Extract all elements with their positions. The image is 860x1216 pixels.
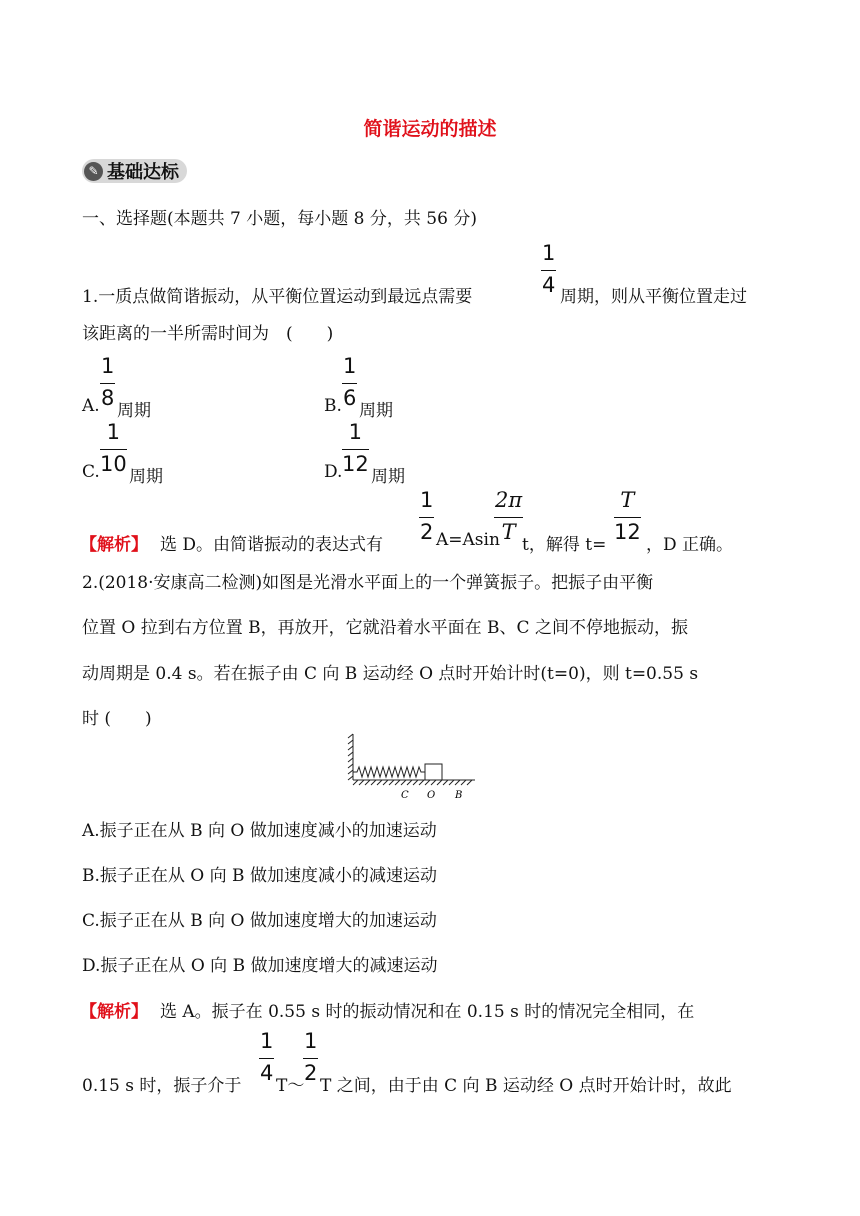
q1-analysis-text2: A=Asin	[436, 530, 500, 550]
q1-line1-pre: 1.一质点做简谐振动，从平衡位置运动到最远点需要	[82, 287, 473, 307]
q1-analysis-f2-num: 2π	[494, 490, 523, 518]
q2-line4: 时 ( )	[82, 709, 152, 729]
oscillator-block	[425, 764, 442, 780]
q1-analysis-f1-den: 2	[420, 520, 434, 544]
q2-analysis-line1: 选 A。振子在 0.55 s 时的振动情况和在 0.15 s 时的情况完全相同，在	[160, 1002, 695, 1022]
spring	[353, 767, 425, 777]
part1-heading: 一、选择题(本题共 7 小题，每小题 8 分，共 56 分)	[82, 209, 477, 229]
q1-option-b-unit: 周期	[359, 401, 393, 421]
q1-option-a-fraction	[100, 356, 115, 409]
q2-option-b: B.振子正在从 O 向 B 做加速度减小的减速运动	[82, 866, 437, 886]
q1-analysis-f3-den: 12	[614, 520, 641, 544]
q1-analysis-tag: 【解析】	[80, 535, 148, 555]
q2-analysis-line2-a: 0.15 s 时，振子介于	[82, 1076, 242, 1096]
q2-option-a: A.振子正在从 B 向 O 做加速度减小的加速运动	[82, 821, 437, 841]
section-badge	[82, 159, 187, 183]
q1-option-c-letter: C.	[82, 462, 100, 482]
pencil-icon: ✎	[84, 162, 103, 181]
q1-option-d-fraction	[342, 422, 369, 475]
q2-analysis-line2-b: T～	[276, 1076, 305, 1096]
spring-oscillator-figure	[345, 732, 480, 802]
q1-option-a-num: 1	[100, 356, 115, 384]
q1-analysis-f2-den: T	[501, 520, 516, 544]
q1-analysis-text3: t，解得 t=	[522, 535, 607, 555]
q2-option-d: D.振子正在从 O 向 B 做加速度增大的减速运动	[82, 956, 438, 976]
q1-line2: 该距离的一半所需时间为 ( )	[82, 324, 334, 344]
q1-analysis-text4: ，D 正确。	[646, 535, 734, 555]
q1-line1-post: 周期，则从平衡位置走过	[560, 287, 747, 307]
q1-analysis-text1: 选 D。由简谐振动的表达式有	[160, 535, 384, 555]
q1-option-d-letter: D.	[324, 462, 343, 482]
q1-analysis-fraction2	[494, 490, 523, 543]
q1-analysis-f3-num: T	[614, 490, 641, 518]
q1-option-b-letter: B.	[324, 396, 342, 416]
q1-option-a-unit: 周期	[117, 401, 151, 421]
q1-analysis-fraction3	[614, 490, 641, 543]
q2-analysis-line2-c: T 之间，由于由 C 向 B 运动经 O 点时开始计时，故此	[320, 1076, 732, 1096]
page-title: 简谐运动的描述	[363, 118, 497, 140]
q1-option-c-fraction	[100, 422, 127, 475]
q2-line3: 动周期是 0.4 s。若在振子由 C 向 B 运动经 O 点时开始计时(t=0)，则 t=0.55 s	[82, 664, 699, 684]
section-label: 基础达标	[107, 162, 179, 183]
q1-option-d-unit: 周期	[371, 467, 405, 487]
q2-analysis-tag: 【解析】	[80, 1002, 148, 1022]
label-o: O	[427, 790, 436, 801]
label-c: C	[401, 790, 409, 801]
q1-option-c-den: 10	[100, 452, 127, 476]
q1-analysis-f1-num: 1	[419, 490, 434, 518]
q2-line1: 2.(2018·安康高二检测)如图是光滑水平面上的一个弹簧振子。把振子由平衡	[82, 573, 654, 593]
q2-option-c: C.振子正在从 B 向 O 做加速度增大的加速运动	[82, 911, 437, 931]
q1-option-c-num: 1	[100, 422, 127, 450]
q1-option-c-unit: 周期	[129, 467, 163, 487]
q1-fraction-num: 1	[541, 243, 556, 271]
q1-fraction	[541, 243, 556, 296]
q1-option-b-num: 1	[342, 356, 357, 384]
label-b: B	[455, 790, 463, 801]
q2-analysis-f2-den: 2	[304, 1061, 318, 1085]
q1-fraction-den: 4	[542, 273, 556, 297]
q2-line2: 位置 O 拉到右方位置 B，再放开，它就沿着水平面在 B、C 之间不停地振动，振	[82, 618, 688, 638]
q1-option-a-den: 8	[101, 386, 115, 410]
q1-option-d-num: 1	[342, 422, 369, 450]
q1-option-a-letter: A.	[82, 396, 100, 416]
q2-analysis-fraction2	[303, 1031, 318, 1084]
wall-hatching	[348, 734, 475, 785]
q1-option-b-den: 6	[343, 386, 357, 410]
q2-analysis-f2-num: 1	[303, 1031, 318, 1059]
q1-option-d-den: 12	[342, 452, 369, 476]
q2-analysis-f1-num: 1	[259, 1031, 274, 1059]
section-header	[82, 158, 187, 184]
q2-analysis-fraction1	[259, 1031, 274, 1084]
q2-analysis-f1-den: 4	[260, 1061, 274, 1085]
q1-option-b-fraction	[342, 356, 357, 409]
q1-analysis-fraction1	[419, 490, 434, 543]
